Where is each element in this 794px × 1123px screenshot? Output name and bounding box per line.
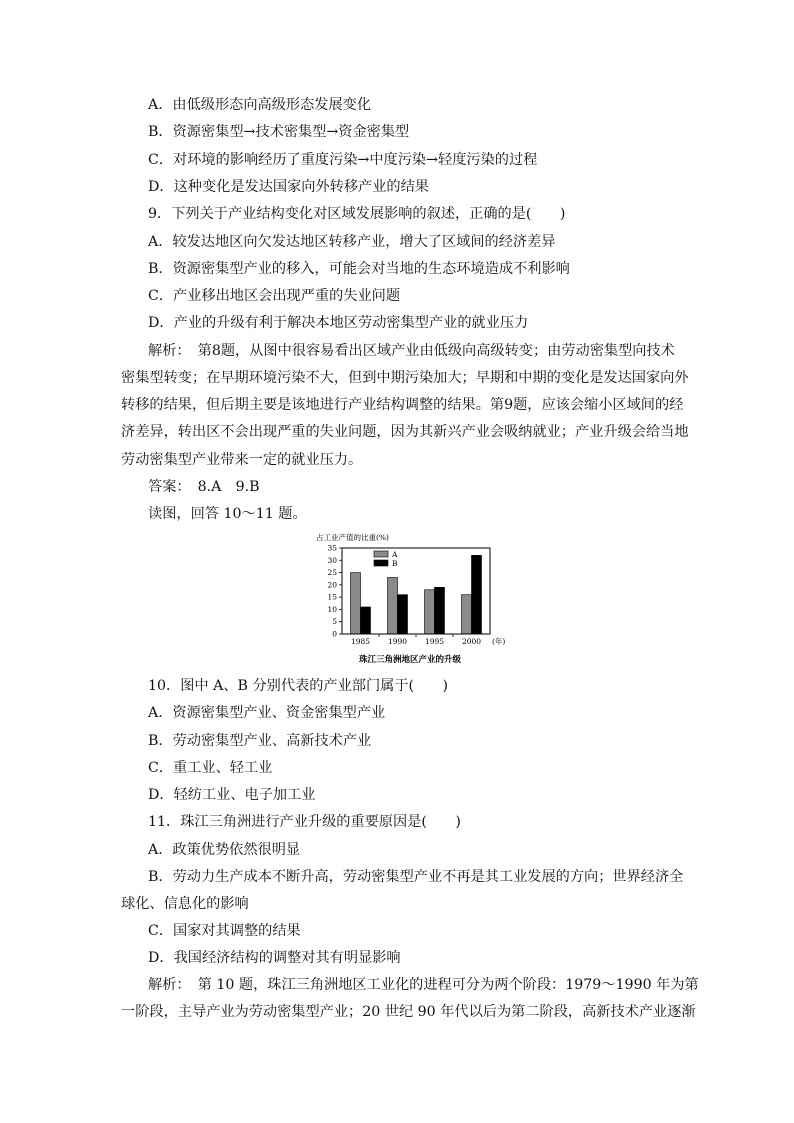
analysis1-line: 劳动密集型产业带来一定的就业压力。: [121, 452, 363, 468]
q10-option-c: C．重工业、轻工业: [148, 760, 273, 776]
bar-B-1995: [435, 587, 445, 634]
q11-option-b-cont: 球化、信息化的影响: [121, 896, 249, 912]
legend-label-A: A: [392, 550, 398, 559]
q8-option-d: D．这种变化是发达国家向外转移产业的结果: [148, 179, 429, 195]
bar-A-1985: [351, 573, 361, 634]
y-tick-label: 0: [332, 629, 337, 639]
q9-option-a: A．较发达地区向欠发达地区转移产业，增大了区域间的经济差异: [148, 234, 556, 250]
y-tick-label: 10: [327, 604, 337, 614]
x-axis-unit: (年): [492, 637, 506, 646]
q9-option-b: B．资源密集型产业的移入，可能会对当地的生态环境造成不利影响: [148, 261, 570, 277]
x-tick-label: 2000: [461, 637, 482, 646]
answer-line: 答案： 8.A 9.B: [148, 479, 260, 495]
bar-A-1995: [425, 590, 435, 634]
q10-option-d: D．轻纺工业、电子加工业: [148, 787, 316, 803]
analysis1-line: 济差异，转出区不会出现严重的失业问题，因为其新兴产业会吸纳就业；产业升级会给当地: [121, 424, 689, 440]
read-prompt: 读图，回答 10～11 题。: [148, 506, 307, 522]
x-tick-label: 1990: [387, 637, 408, 646]
bar-A-1990: [388, 577, 398, 634]
y-tick-label: 5: [332, 617, 337, 627]
legend-label-B: B: [392, 559, 398, 568]
y-axis-label: 占工业产值的比重(%): [316, 533, 389, 542]
bar-A-2000: [462, 595, 472, 634]
legend: [374, 550, 398, 568]
q8-option-a: A．由低级形态向高级形态发展变化: [148, 97, 372, 113]
y-tick-label: 15: [327, 592, 337, 602]
q10-option-b: B．劳动密集型产业、高新技术产业: [148, 733, 372, 749]
chart-svg: [312, 528, 506, 668]
y-tick-label: 35: [327, 543, 337, 553]
q11-option-b: B．劳动力生产成本不断升高，劳动密集型产业不再是其工业发展的方向；世界经济全: [148, 869, 684, 885]
analysis1-line: 解析： 第8题，从图中很容易看出区域产业由低级向高级转变；由劳动密集型向技术: [148, 343, 675, 359]
q9-option-d: D．产业的升级有利于解决本地区劳动密集型产业的就业压力: [148, 315, 529, 331]
x-tick-label: 1985: [350, 637, 371, 646]
bar-B-1990: [398, 595, 408, 634]
q8-option-b: B．资源密集型→技术密集型→资金密集型: [148, 124, 410, 140]
q8-option-c: C．对环境的影响经历了重度污染→中度污染→轻度污染的过程: [148, 152, 538, 168]
y-tick-label: 20: [327, 580, 337, 590]
x-tick-label: 1995: [424, 637, 445, 646]
q10-stem: 10．图中 A、B 分别代表的产业部门属于( ): [148, 678, 449, 694]
q10-option-a: A．资源密集型产业、资金密集型产业: [148, 705, 386, 721]
analysis2-line: 解析： 第 10 题，珠江三角洲地区工业化的进程可分为两个阶段：1979～1990 年为第: [148, 977, 699, 993]
q9-stem: 9．下列关于产业结构变化对区域发展影响的叙述，正确的是( ): [148, 206, 566, 222]
q11-stem: 11．珠江三角洲进行产业升级的重要原因是( ): [148, 814, 461, 830]
legend-swatch-B: [374, 560, 388, 566]
q9-option-c: C．产业移出地区会出现严重的失业问题: [148, 288, 401, 304]
legend-swatch-A: [374, 551, 388, 557]
q11-option-a: A．政策优势依然很明显: [148, 842, 301, 858]
analysis2-line: 一阶段，主导产业为劳动密集型产业；20 世纪 90 年代以后为第二阶段，高新技术产业逐渐: [121, 1004, 696, 1020]
chart-title: 珠江三角洲地区产业的升级: [358, 655, 462, 665]
bar-B-1985: [361, 607, 371, 634]
q11-option-c: C．国家对其调整的结果: [148, 923, 301, 939]
bar-chart: [312, 528, 506, 668]
analysis1-line: 密集型转变；在早期环境污染不大，但到中期污染加大；早期和中期的变化是发达国家向外: [121, 370, 689, 386]
analysis1-line: 转移的结果，但后期主要是该地进行产业结构调整的结果。第9题，应该会缩小区域间的经: [121, 397, 684, 413]
bar-B-2000: [472, 555, 482, 634]
y-tick-label: 25: [327, 568, 337, 578]
y-tick-label: 30: [327, 555, 337, 565]
q11-option-d: D．我国经济结构的调整对其有明显影响: [148, 950, 401, 966]
